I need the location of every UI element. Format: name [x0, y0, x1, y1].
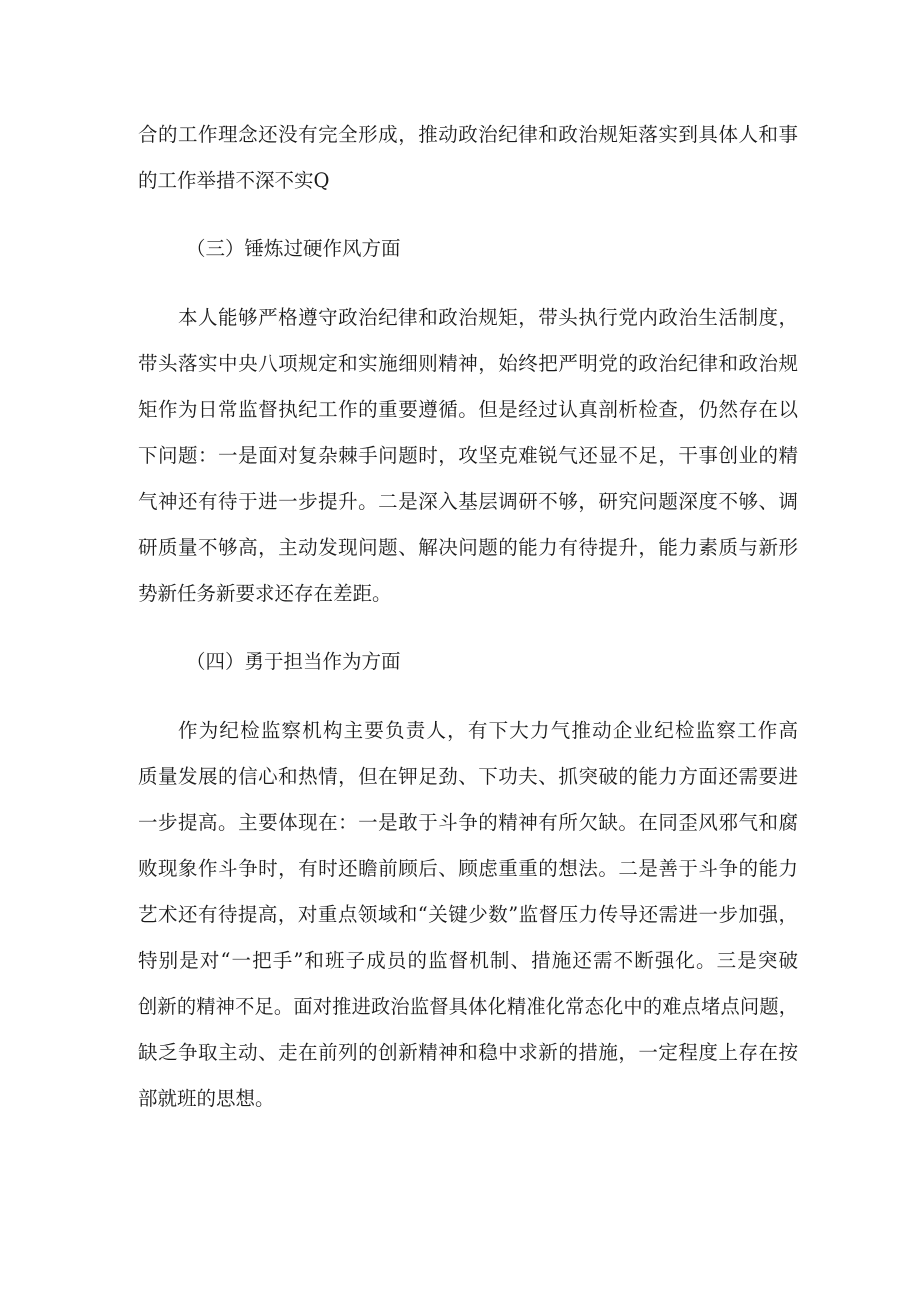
paragraph-line: 下问题：一是面对复杂棘手问题时，攻坚克难锐气还显不足，干事创业的精 [138, 444, 798, 467]
paragraph-line: 败现象作斗争时，有时还瞻前顾后、顾虑重重的想法。二是善于斗争的能力 [138, 857, 798, 880]
section-4-heading: （四）勇于担当作为方面 [186, 650, 401, 673]
paragraph-line: 带头落实中央八项规定和实施细则精神，始终把严明党的政治纪律和政治规 [138, 352, 798, 375]
paragraph-line: 矩作为日常监督执纪工作的重要遵循。但是经过认真剖析检查，仍然存在以 [138, 398, 798, 421]
paragraph-line: 特别是对“一把手”和班子成员的监督机制、措施还需不断强化。三是突破 [138, 949, 798, 972]
paragraph-line: 质量发展的信心和热情，但在钾足劲、下功夫、抓突破的能力方面还需要进 [138, 765, 798, 788]
paragraph-line: 创新的精神不足。面对推进政治监督具体化精准化常态化中的难点堵点问题， [138, 995, 798, 1018]
paragraph-line: 合的工作理念还没有完全形成，推动政治纪律和政治规矩落实到具体人和事 [138, 123, 798, 146]
paragraph-line: 气神还有待于进一步提升。二是深入基层调研不够，研究问题深度不够、调 [138, 490, 798, 513]
paragraph-line: 本人能够严格遵守政治纪律和政治规矩，带头执行党内政治生活制度， [178, 306, 798, 329]
section-3-heading: （三）锤炼过硬作风方面 [186, 237, 401, 260]
paragraph-line: 艺术还有待提高，对重点领域和“关键少数”监督压力传导还需进一步加强， [138, 903, 798, 926]
paragraph-line: 一步提高。主要体现在：一是敢于斗争的精神有所欠缺。在同歪风邪气和腐 [138, 811, 798, 834]
paragraph-line: 缺乏争取主动、走在前列的创新精神和稳中求新的措施，一定程度上存在按 [138, 1041, 798, 1064]
paragraph-line: 的工作举措不深不实Q [138, 169, 330, 192]
paragraph-line: 势新任务新要求还存在差距。 [138, 582, 392, 605]
paragraph-line: 部就班的思想。 [138, 1087, 275, 1110]
paragraph-line: 研质量不够高，主动发现问题、解决问题的能力有待提升，能力素质与新形 [138, 536, 798, 559]
paragraph-line: 作为纪检监察机构主要负责人，有下大力气推动企业纪检监察工作高 [178, 719, 798, 742]
